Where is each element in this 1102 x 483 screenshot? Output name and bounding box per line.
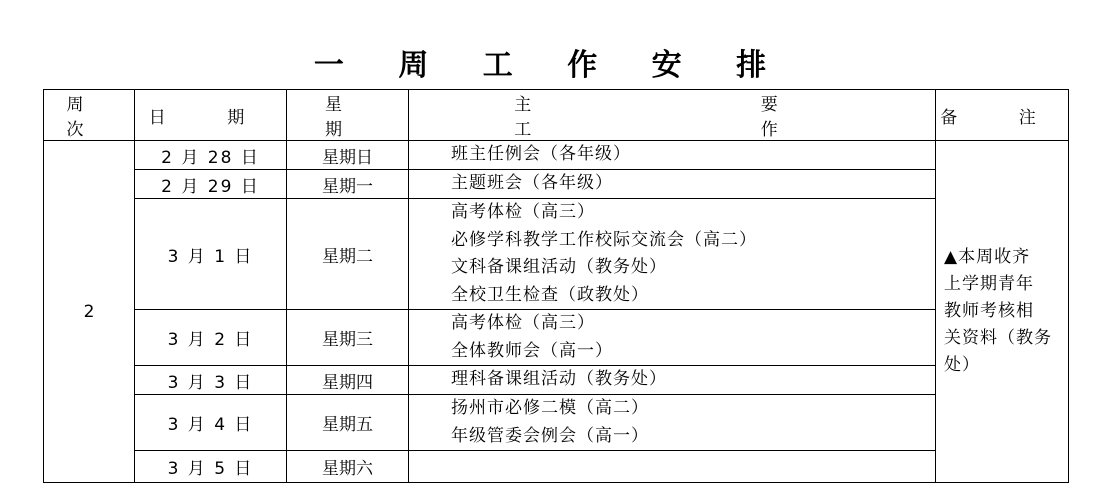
weekday-cell: 星期六 — [287, 451, 409, 483]
work-item: 理科备课组活动（教务处） — [451, 369, 667, 390]
work-item: 班主任例会（各年级） — [451, 144, 631, 165]
work-cell — [409, 310, 936, 366]
work-cell — [409, 366, 936, 395]
header-weekday: 星 期 — [287, 90, 409, 141]
weekday-cell: 星期三 — [287, 310, 409, 366]
work-item: 全校卫生检查（政教处） — [451, 284, 649, 305]
work-item: 扬州市必修二模（高二） — [451, 398, 649, 418]
page-title: 一 周 工 作 安 排 — [313, 48, 789, 83]
header-row — [44, 90, 1069, 141]
weekday-cell: 星期四 — [287, 366, 409, 395]
date-cell: 3 月 1 日 — [135, 199, 287, 310]
header-note: 备 注 — [936, 90, 1069, 141]
note-line: ▲本周收齐 — [944, 247, 1031, 267]
note-line: 处） — [944, 355, 980, 375]
date-cell: 3 月 3 日 — [135, 366, 287, 395]
work-item: 年级管委会例会（高一） — [451, 425, 649, 446]
note-cell — [936, 141, 1069, 483]
note-line: 关资料（教务 — [944, 328, 1052, 348]
note-line: 上学期青年 — [944, 274, 1034, 294]
header-work: 主 要 工 作 — [409, 90, 936, 141]
schedule-table — [43, 89, 1069, 483]
table-row — [44, 170, 1069, 199]
table-row — [44, 451, 1069, 483]
table-row — [44, 199, 1069, 310]
work-item: 全体教师会（高一） — [451, 340, 613, 361]
work-cell — [409, 170, 936, 199]
work-cell — [409, 141, 936, 170]
work-item: 文科备课组活动（教务处） — [451, 257, 667, 277]
work-cell — [409, 451, 936, 483]
work-cell — [409, 395, 936, 451]
header-date: 日 期 — [135, 90, 287, 141]
date-cell: 2 月 29 日 — [135, 170, 287, 199]
weekday-cell: 星期日 — [287, 141, 409, 170]
work-item: 主题班会（各年级） — [451, 173, 613, 194]
table-row — [44, 310, 1069, 366]
weekday-cell: 星期二 — [287, 199, 409, 310]
weekday-cell: 星期一 — [287, 170, 409, 199]
week-number: 2 — [44, 141, 135, 483]
note-line: 教师考核相 — [944, 301, 1034, 321]
date-cell: 2 月 28 日 — [135, 141, 287, 170]
weekday-cell: 星期五 — [287, 395, 409, 451]
work-cell — [409, 199, 936, 310]
date-cell: 3 月 4 日 — [135, 395, 287, 451]
table-row — [44, 141, 1069, 170]
date-cell: 3 月 5 日 — [135, 451, 287, 483]
table-row — [44, 366, 1069, 395]
table-row — [44, 395, 1069, 451]
work-item: 必修学科教学工作校际交流会（高二） — [451, 229, 757, 250]
work-item: 高考体检（高三） — [451, 313, 595, 333]
header-week: 周 次 — [44, 90, 135, 141]
work-item: 高考体检（高三） — [451, 202, 595, 222]
date-cell: 3 月 2 日 — [135, 310, 287, 366]
